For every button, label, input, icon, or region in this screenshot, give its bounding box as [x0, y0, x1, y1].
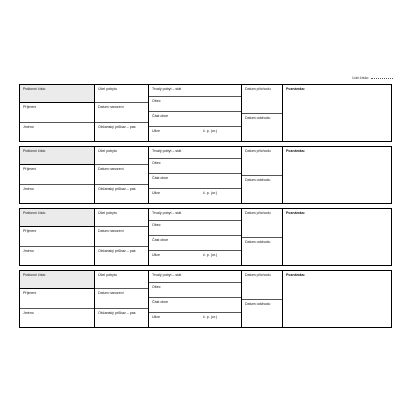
dates-column	[242, 147, 283, 203]
address-column	[149, 271, 242, 327]
birth-date-label: Datum narození	[98, 291, 124, 295]
arrival-date-label: Datum příchodu	[245, 87, 271, 91]
birth-date-label: Datum narození	[98, 167, 124, 171]
identity-column	[20, 85, 95, 141]
surname-field[interactable]	[20, 289, 94, 309]
municipality-part-label: Část obce	[152, 300, 169, 304]
departure-date-field[interactable]	[242, 114, 282, 143]
postal-code-label: Poštovní číslo	[23, 87, 46, 91]
note-field[interactable]	[283, 271, 391, 327]
street-field[interactable]	[149, 251, 241, 267]
municipality-field[interactable]	[149, 97, 241, 112]
street-label: Ulice	[152, 253, 160, 257]
identity-column	[20, 209, 95, 265]
first-name-field[interactable]	[20, 185, 94, 205]
departure-date-label: Datum odchodu	[245, 116, 271, 120]
address-column	[149, 209, 242, 265]
first-name-field[interactable]	[20, 309, 94, 329]
permanent-residence-label: Trvalý pobyt – stát	[152, 87, 182, 91]
stay-purpose-field[interactable]	[95, 209, 148, 227]
postal-code-field[interactable]	[20, 209, 94, 227]
street-label: Ulice	[152, 129, 160, 133]
permanent-residence-field[interactable]	[149, 209, 241, 221]
arrival-date-label: Datum příchodu	[245, 211, 271, 215]
municipality-field[interactable]	[149, 221, 241, 236]
street-label: Ulice	[152, 191, 160, 195]
arrival-date-label: Datum příchodu	[245, 149, 271, 153]
id-card-label: Občanský průkaz – pas	[98, 187, 136, 191]
birth-date-label: Datum narození	[98, 105, 124, 109]
stay-column	[95, 209, 149, 265]
first-name-label: Jméno	[23, 187, 34, 191]
first-name-label: Jméno	[23, 249, 34, 253]
guest-record	[19, 208, 392, 266]
note-field[interactable]	[283, 209, 391, 265]
arrival-date-field[interactable]	[242, 209, 282, 238]
identity-column	[20, 271, 95, 327]
sheet-number-field[interactable]	[371, 78, 393, 79]
departure-date-field[interactable]	[242, 176, 282, 205]
dates-column	[242, 271, 283, 327]
sheet-number	[352, 75, 393, 80]
birth-date-field[interactable]	[95, 165, 148, 185]
departure-date-label: Datum odchodu	[245, 178, 271, 182]
municipality-label: Obec	[152, 99, 161, 103]
stay-purpose-field[interactable]	[95, 271, 148, 289]
municipality-label: Obec	[152, 161, 161, 165]
stay-purpose-label: Účel pobytu	[98, 273, 117, 277]
postal-code-label: Poštovní číslo	[23, 149, 46, 153]
postal-code-label: Poštovní číslo	[23, 211, 46, 215]
municipality-part-label: Část obce	[152, 238, 169, 242]
stay-column	[95, 147, 149, 203]
birth-date-field[interactable]	[95, 227, 148, 247]
house-number-label: č. p. (or.)	[203, 253, 218, 257]
id-card-field[interactable]	[95, 123, 148, 143]
house-number-label: č. p. (or.)	[203, 191, 218, 195]
birth-date-field[interactable]	[95, 103, 148, 123]
departure-date-field[interactable]	[242, 238, 282, 267]
first-name-label: Jméno	[23, 125, 34, 129]
guest-record	[19, 146, 392, 204]
arrival-date-field[interactable]	[242, 85, 282, 114]
municipality-part-label: Část obce	[152, 114, 169, 118]
street-field[interactable]	[149, 127, 241, 143]
permanent-residence-field[interactable]	[149, 271, 241, 283]
departure-date-label: Datum odchodu	[245, 302, 271, 306]
stay-purpose-field[interactable]	[95, 147, 148, 165]
postal-code-field[interactable]	[20, 271, 94, 289]
guest-record	[19, 84, 392, 142]
note-field[interactable]	[283, 85, 391, 141]
dates-column	[242, 209, 283, 265]
postal-code-label: Poštovní číslo	[23, 273, 46, 277]
surname-field[interactable]	[20, 165, 94, 185]
first-name-field[interactable]	[20, 123, 94, 143]
first-name-label: Jméno	[23, 311, 34, 315]
stay-purpose-label: Účel pobytu	[98, 211, 117, 215]
surname-label: Příjmení	[23, 167, 37, 171]
street-label: Ulice	[152, 315, 160, 319]
note-label: Poznámka:	[286, 273, 305, 277]
birth-date-label: Datum narození	[98, 229, 124, 233]
id-card-label: Občanský průkaz – pas	[98, 249, 136, 253]
stay-purpose-field[interactable]	[95, 85, 148, 103]
municipality-part-field[interactable]	[149, 236, 241, 251]
postal-code-field[interactable]	[20, 147, 94, 165]
municipality-part-field[interactable]	[149, 112, 241, 127]
id-card-field[interactable]	[95, 309, 148, 329]
note-label: Poznámka:	[286, 149, 305, 153]
surname-label: Příjmení	[23, 229, 37, 233]
municipality-part-label: Část obce	[152, 176, 169, 180]
surname-label: Příjmení	[23, 105, 37, 109]
id-card-field[interactable]	[95, 185, 148, 205]
municipality-part-field[interactable]	[149, 174, 241, 189]
house-number-label: č. p. (or.)	[203, 315, 218, 319]
municipality-label: Obec	[152, 223, 161, 227]
postal-code-field[interactable]	[20, 85, 94, 103]
birth-date-field[interactable]	[95, 289, 148, 309]
sheet-number-label: List číslo:	[352, 75, 369, 80]
address-column	[149, 147, 242, 203]
note-label: Poznámka:	[286, 211, 305, 215]
arrival-date-label: Datum příchodu	[245, 273, 271, 277]
stay-column	[95, 85, 149, 141]
arrival-date-field[interactable]	[242, 147, 282, 176]
municipality-field[interactable]	[149, 283, 241, 298]
id-card-label: Občanský průkaz – pas	[98, 125, 136, 129]
departure-date-label: Datum odchodu	[245, 240, 271, 244]
surname-label: Příjmení	[23, 291, 37, 295]
stay-column	[95, 271, 149, 327]
municipality-label: Obec	[152, 285, 161, 289]
permanent-residence-label: Trvalý pobyt – stát	[152, 211, 182, 215]
departure-date-field[interactable]	[242, 300, 282, 329]
permanent-residence-label: Trvalý pobyt – stát	[152, 273, 182, 277]
permanent-residence-field[interactable]	[149, 147, 241, 159]
address-column	[149, 85, 242, 141]
surname-field[interactable]	[20, 103, 94, 123]
street-field[interactable]	[149, 189, 241, 205]
id-card-field[interactable]	[95, 247, 148, 267]
dates-column	[242, 85, 283, 141]
note-label: Poznámka:	[286, 87, 305, 91]
stay-purpose-label: Účel pobytu	[98, 87, 117, 91]
note-field[interactable]	[283, 147, 391, 203]
identity-column	[20, 147, 95, 203]
street-field[interactable]	[149, 313, 241, 329]
surname-field[interactable]	[20, 227, 94, 247]
guest-record	[19, 270, 392, 328]
house-number-label: č. p. (or.)	[203, 129, 218, 133]
first-name-field[interactable]	[20, 247, 94, 267]
municipality-field[interactable]	[149, 159, 241, 174]
id-card-label: Občanský průkaz – pas	[98, 311, 136, 315]
municipality-part-field[interactable]	[149, 298, 241, 313]
permanent-residence-label: Trvalý pobyt – stát	[152, 149, 182, 153]
permanent-residence-field[interactable]	[149, 85, 241, 97]
stay-purpose-label: Účel pobytu	[98, 149, 117, 153]
arrival-date-field[interactable]	[242, 271, 282, 300]
